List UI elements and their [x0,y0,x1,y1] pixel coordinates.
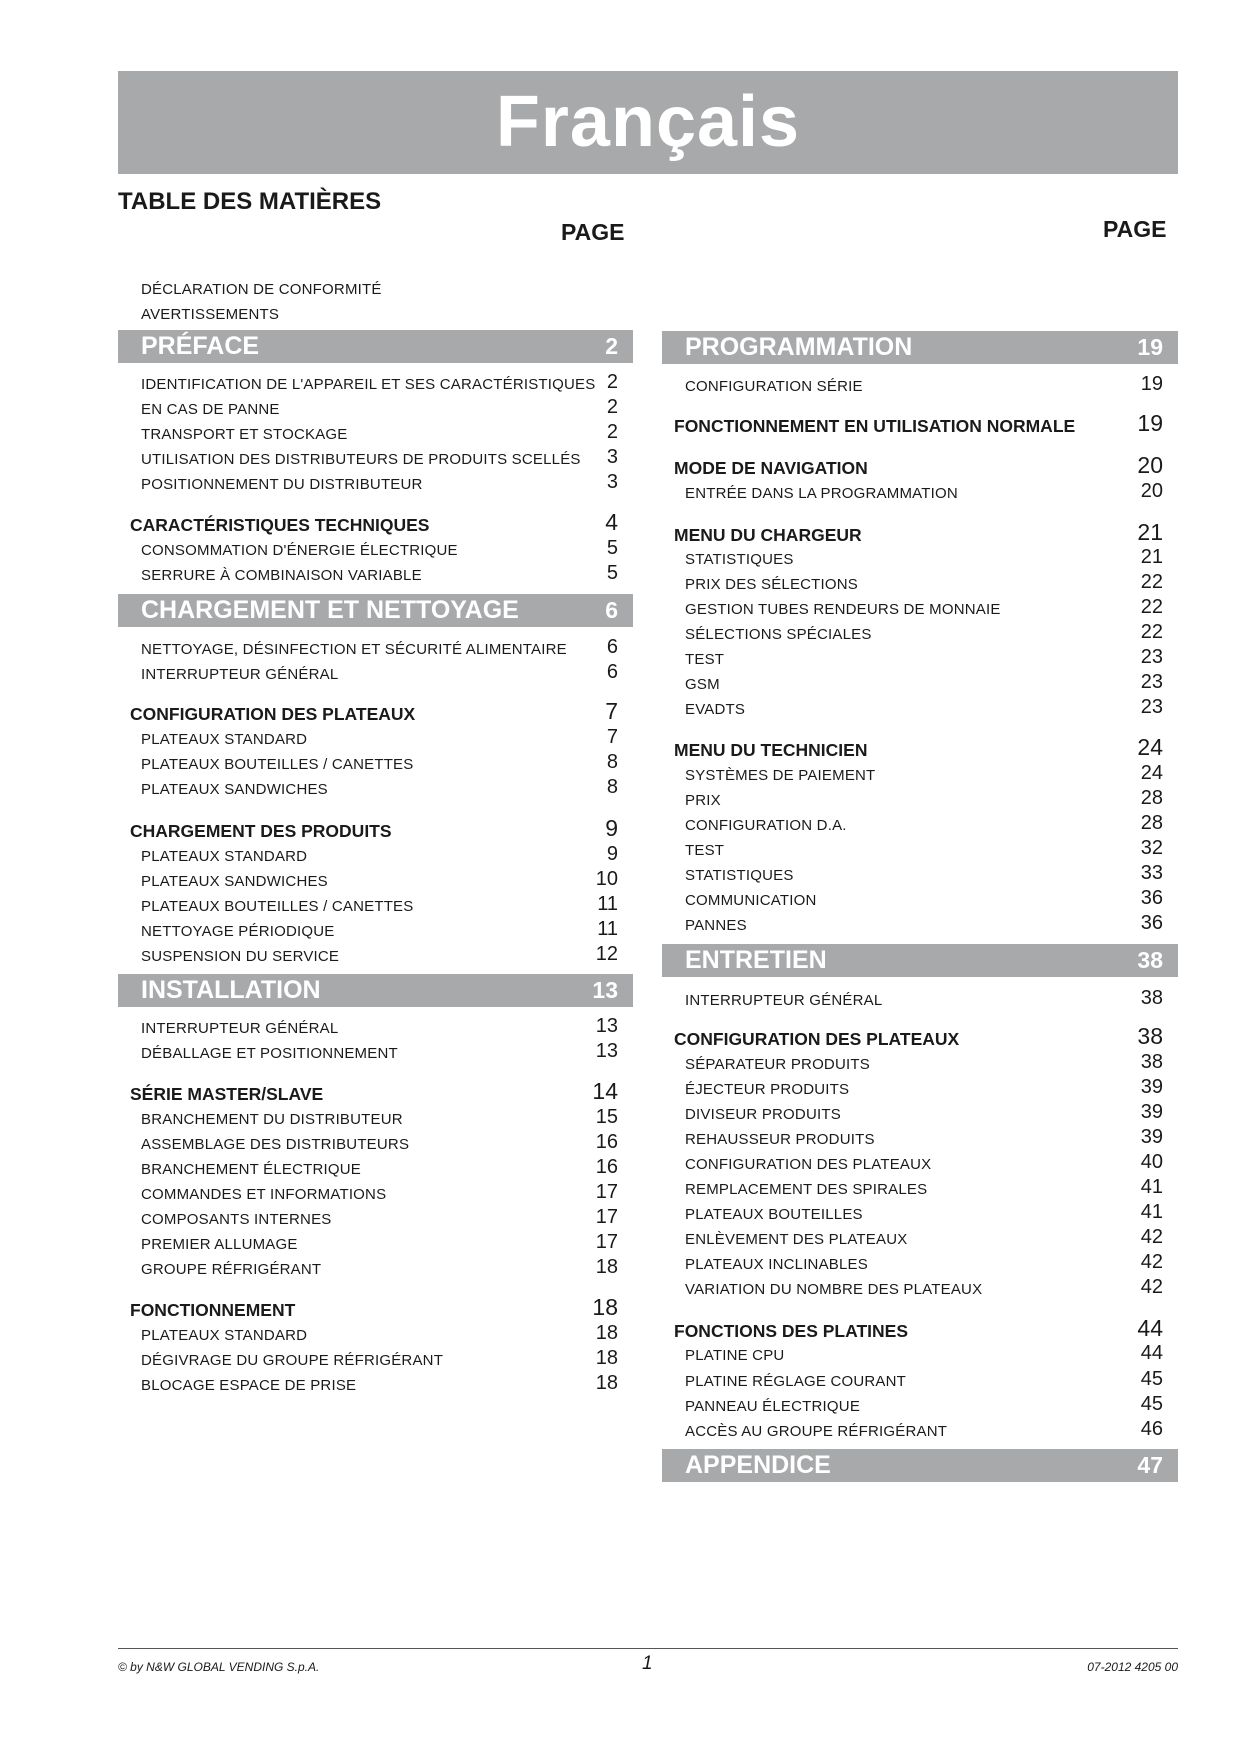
toc-entry-page: 7 [606,726,618,748]
toc-entry[interactable] [662,571,1178,595]
toc-entry[interactable] [662,1393,1178,1417]
toc-entry[interactable] [118,562,633,586]
toc-entry[interactable] [118,301,633,325]
toc-entry[interactable] [118,1347,633,1371]
toc-entry-title: PLATEAUX BOUTEILLES [685,1206,863,1223]
toc-entry-page: 47 [1137,1452,1163,1478]
toc-entry-page: 16 [595,1156,618,1178]
toc-entry-page: 6 [606,636,618,658]
toc-entry-page: 36 [1140,887,1163,909]
toc-entry[interactable] [118,537,633,561]
toc-entry[interactable] [662,812,1178,836]
toc-entry-title: BRANCHEMENT DU DISTRIBUTEUR [141,1111,403,1128]
toc-entry[interactable] [662,696,1178,720]
toc-entry[interactable] [118,868,633,892]
toc-entry-page: 2 [606,396,618,418]
toc-entry-title: CARACTÉRISTIQUES TECHNIQUES [130,515,430,535]
toc-entry-title: PANNES [685,917,747,934]
toc-entry-page: 13 [595,1015,618,1037]
toc-section-band[interactable] [662,1449,1178,1482]
toc-entry-title: ASSEMBLAGE DES DISTRIBUTEURS [141,1136,410,1153]
toc-entry-page: 17 [595,1231,618,1253]
toc-entry[interactable] [118,371,633,395]
toc-entry-title: CONFIGURATION SÉRIE [685,378,863,395]
toc-entry-title: PLATEAUX BOUTEILLES / CANETTES [141,898,414,915]
toc-entry-title: NETTOYAGE PÉRIODIQUE [141,923,335,940]
toc-entry-page: 3 [606,446,618,468]
toc-entry-title: BRANCHEMENT ÉLECTRIQUE [141,1161,361,1178]
toc-entry-page: 19 [1140,373,1163,395]
toc-entry[interactable] [662,887,1178,911]
toc-entry[interactable] [118,893,633,917]
toc-entry-page: 24 [1140,762,1163,784]
toc-entry-page: 5 [606,537,618,559]
toc-entry-title: AVERTISSEMENTS [141,306,280,323]
toc-entry-title: CONFIGURATION D.A. [685,817,847,834]
toc-section-band[interactable] [118,974,633,1007]
toc-heading[interactable] [118,817,633,841]
toc-section-band[interactable] [662,944,1178,977]
toc-entry-page: 44 [1140,1342,1163,1364]
toc-entry-page: 9 [605,815,618,841]
toc-entry-page: 18 [592,1294,618,1320]
toc-entry[interactable] [662,646,1178,670]
toc-entry-title: DÉGIVRAGE DU GROUPE RÉFRIGÉRANT [141,1352,444,1369]
toc-heading[interactable] [662,412,1178,436]
toc-entry-title: TRANSPORT ET STOCKAGE [141,426,348,443]
toc-entry-title: PROGRAMMATION [685,333,913,361]
toc-entry-page: 41 [1140,1176,1163,1198]
toc-entry-page: 21 [1140,546,1163,568]
toc-entry-title: SÉPARATEUR PRODUITS [685,1056,870,1073]
footer-divider [118,1648,1178,1649]
toc-entry[interactable] [662,1251,1178,1275]
page-label-left: PAGE [561,219,625,245]
toc-entry-title: PLATEAUX STANDARD [141,1327,308,1344]
toc-heading[interactable] [118,511,633,535]
toc-entry[interactable] [118,751,633,775]
toc-entry[interactable] [118,943,633,967]
toc-entry-title: PLATEAUX SANDWICHES [141,873,328,890]
toc-entry[interactable] [662,862,1178,886]
toc-entry-page: 21 [1137,519,1163,545]
toc-entry-title: UTILISATION DES DISTRIBUTEURS DE PRODUITS SCELLÉS [141,451,581,468]
toc-entry-page: 32 [1140,837,1163,859]
toc-entry-title: PLATEAUX INCLINABLES [685,1256,868,1273]
toc-entry-page: 4 [605,509,618,535]
toc-entry[interactable] [118,726,633,750]
toc-entry-title: ENTRETIEN [685,946,827,974]
toc-entry-title: SUSPENSION DU SERVICE [141,948,340,965]
toc-entry-title: TEST [685,842,725,859]
toc-entry-title: GESTION TUBES RENDEURS DE MONNAIE [685,601,1001,618]
toc-entry-title: ENLÈVEMENT DES PLATEAUX [685,1231,908,1248]
toc-entry[interactable] [662,1101,1178,1125]
toc-entry-title: POSITIONNEMENT DU DISTRIBUTEUR [141,476,423,493]
toc-entry[interactable] [662,1201,1178,1225]
toc-heading[interactable] [118,1296,633,1320]
toc-entry-title: GSM [685,676,720,693]
toc-entry-title: SÉRIE MASTER/SLAVE [130,1084,324,1104]
toc-entry-page: 17 [595,1181,618,1203]
toc-entry-page: 41 [1140,1201,1163,1223]
toc-entry-page: 42 [1140,1276,1163,1298]
toc-entry-page: 6 [605,597,618,623]
toc-entry-page: 23 [1140,696,1163,718]
toc-entry[interactable] [662,480,1178,504]
toc-entry[interactable] [662,1418,1178,1442]
toc-entry-title: EN CAS DE PANNE [141,401,280,418]
toc-entry-page: 39 [1140,1126,1163,1148]
toc-entry-title: COMMUNICATION [685,892,817,909]
toc-entry-page: 20 [1140,480,1163,502]
toc-entry[interactable] [118,1372,633,1396]
toc-entry-page: 45 [1140,1393,1163,1415]
toc-section-band[interactable] [662,331,1178,364]
toc-entry[interactable] [662,787,1178,811]
toc-entry[interactable] [118,1040,633,1064]
toc-entry-title: SERRURE À COMBINAISON VARIABLE [141,567,422,584]
toc-entry[interactable] [118,1206,633,1230]
toc-entry-page: 13 [595,1040,618,1062]
toc-entry-page: 18 [595,1372,618,1394]
toc-entry[interactable] [662,1051,1178,1075]
footer-copyright: © by N&W GLOBAL VENDING S.p.A. [118,1660,320,1674]
toc-entry-page: 28 [1140,812,1163,834]
toc-entry-page: 38 [1137,1023,1163,1049]
toc-entry-title: PLATEAUX STANDARD [141,848,308,865]
toc-entry-page: 2 [606,421,618,443]
toc-entry-page: 22 [1140,596,1163,618]
toc-entry-title: DIVISEUR PRODUITS [685,1106,841,1123]
toc-entry-title: CHARGEMENT ET NETTOYAGE [141,596,519,624]
toc-heading[interactable] [662,1025,1178,1049]
toc-entry[interactable] [118,471,633,495]
toc-entry-title: MENU DU TECHNICIEN [674,740,868,760]
toc-entry-title: ÉJECTEUR PRODUITS [685,1081,850,1098]
toc-entry-page: 38 [1140,987,1163,1009]
toc-entry-page: 13 [592,977,618,1003]
toc-entry-page: 2 [606,371,618,393]
toc-entry-page: 28 [1140,787,1163,809]
toc-entry[interactable] [118,1106,633,1130]
toc-entry-page: 46 [1140,1418,1163,1440]
toc-entry-page: 17 [595,1206,618,1228]
toc-entry-page: 11 [597,893,618,915]
toc-entry-page: 44 [1137,1315,1163,1341]
toc-entry-title: REHAUSSEUR PRODUITS [685,1131,875,1148]
toc-entry[interactable] [662,1076,1178,1100]
toc-entry-page: 22 [1140,571,1163,593]
toc-entry[interactable] [662,1151,1178,1175]
toc-entry[interactable] [662,671,1178,695]
footer-doc-code: 07-2012 4205 00 [1087,1660,1178,1674]
toc-entry[interactable] [118,276,633,300]
toc-entry-page: 5 [606,562,618,584]
toc-entry-title: DÉBALLAGE ET POSITIONNEMENT [141,1045,398,1062]
page-label-right: PAGE [1103,216,1167,242]
toc-entry-title: PLATEAUX BOUTEILLES / CANETTES [141,756,414,773]
toc-entry-title: PLATEAUX SANDWICHES [141,781,328,798]
toc-entry-title: SYSTÈMES DE PAIEMENT [685,767,876,784]
toc-entry-page: 18 [595,1322,618,1344]
toc-entry-title: CONFIGURATION DES PLATEAUX [674,1029,960,1049]
toc-entry-title: STATISTIQUES [685,867,794,884]
toc-entry-page: 10 [595,868,618,890]
toc-entry-title: PRÉFACE [141,332,260,360]
toc-heading[interactable] [662,454,1178,478]
toc-heading[interactable] [118,1080,633,1104]
toc-entry-title: REMPLACEMENT DES SPIRALES [685,1181,928,1198]
toc-heading[interactable] [118,700,633,724]
toc-entry[interactable] [662,1342,1178,1366]
toc-entry-page: 24 [1137,734,1163,760]
toc-entry[interactable] [662,1276,1178,1300]
toc-entry[interactable] [118,636,633,660]
toc-entry-page: 39 [1140,1101,1163,1123]
toc-entry[interactable] [118,918,633,942]
toc-entry[interactable] [118,1015,633,1039]
toc-entry-page: 14 [592,1078,618,1104]
toc-entry-page: 19 [1137,410,1163,436]
toc-entry-title: TEST [685,651,725,668]
toc-entry[interactable] [118,1181,633,1205]
toc-entry-page: 18 [595,1347,618,1369]
toc-entry-title: INTERRUPTEUR GÉNÉRAL [141,666,339,683]
toc-entry-page: 19 [1137,334,1163,360]
toc-entry[interactable] [662,1176,1178,1200]
toc-entry-title: SÉLECTIONS SPÉCIALES [685,626,872,643]
toc-entry[interactable] [118,1231,633,1255]
toc-entry-page: 45 [1140,1368,1163,1390]
toc-entry-title: PANNEAU ÉLECTRIQUE [685,1398,861,1415]
toc-entry[interactable] [662,596,1178,620]
toc-entry-page: 8 [606,751,618,773]
toc-entry-title: CONFIGURATION DES PLATEAUX [130,704,416,724]
toc-entry-title: ENTRÉE DANS LA PROGRAMMATION [685,485,958,502]
toc-entry[interactable] [662,912,1178,936]
toc-entry[interactable] [662,621,1178,645]
toc-entry-page: 9 [606,843,618,865]
toc-section-band[interactable] [118,330,633,363]
toc-entry[interactable] [118,446,633,470]
toc-entry[interactable] [118,1156,633,1180]
toc-entry-page: 42 [1140,1251,1163,1273]
toc-entry[interactable] [118,661,633,685]
toc-entry-page: 38 [1137,947,1163,973]
toc-entry-title: STATISTIQUES [685,551,794,568]
toc-entry[interactable] [662,1126,1178,1150]
banner-title: Français [495,82,801,162]
toc-entry-title: MENU DU CHARGEUR [674,525,862,545]
toc-entry-title: CONFIGURATION DES PLATEAUX [685,1156,932,1173]
language-banner [118,71,1178,174]
toc-entry-page: 12 [595,943,618,965]
toc-entry[interactable] [662,1226,1178,1250]
toc-section-band[interactable] [118,594,633,627]
toc-entry-title: FONCTIONS DES PLATINES [674,1321,908,1341]
toc-entry-title: VARIATION DU NOMBRE DES PLATEAUX [685,1281,983,1298]
footer-page-number: 1 [642,1653,653,1674]
toc-entry-page: 18 [595,1256,618,1278]
toc-entry-page: 7 [605,698,618,724]
toc-entry-title: BLOCAGE ESPACE DE PRISE [141,1377,357,1394]
toc-entry-page: 8 [606,776,618,798]
toc-entry-page: 15 [595,1106,618,1128]
toc-entry[interactable] [662,1368,1178,1392]
toc-entry-page: 36 [1140,912,1163,934]
toc-entry-title: DÉCLARATION DE CONFORMITÉ [141,281,382,298]
toc-entry[interactable] [118,776,633,800]
toc-entry[interactable] [118,843,633,867]
toc-entry[interactable] [662,837,1178,861]
toc-entry-page: 23 [1140,646,1163,668]
toc-entry-title: PREMIER ALLUMAGE [141,1236,298,1253]
toc-entry-title: CONSOMMATION D'ÉNERGIE ÉLECTRIQUE [141,542,458,559]
toc-entry[interactable] [118,1256,633,1280]
toc-entry-page: 6 [606,661,618,683]
toc-heading[interactable] [662,1317,1178,1341]
toc-entry-title: PRIX DES SÉLECTIONS [685,576,859,593]
toc-entry-title: CHARGEMENT DES PRODUITS [130,821,392,841]
toc-entry-page: 16 [595,1131,618,1153]
toc-entry[interactable] [662,546,1178,570]
toc-entry-title: PRIX [685,792,721,809]
toc-entry-page: 39 [1140,1076,1163,1098]
toc-entry[interactable] [118,1131,633,1155]
toc-entry-page: 2 [605,333,618,359]
toc-entry-page: 33 [1140,862,1163,884]
toc-entry[interactable] [662,373,1178,397]
toc-entry-title: COMMANDES ET INFORMATIONS [141,1186,387,1203]
toc-entry-title: INTERRUPTEUR GÉNÉRAL [685,992,883,1009]
toc-entry-title: IDENTIFICATION DE L'APPAREIL ET SES CARACTÉRISTIQUES [141,376,596,393]
toc-entry-page: 38 [1140,1051,1163,1073]
toc-entry-page: 22 [1140,621,1163,643]
toc-entry-title: COMPOSANTS INTERNES [141,1211,332,1228]
toc-entry-title: NETTOYAGE, DÉSINFECTION ET SÉCURITÉ ALIMENTAIRE [141,641,567,658]
toc-entry-title: INSTALLATION [141,976,321,1004]
toc-entry-page: 42 [1140,1226,1163,1248]
toc-entry-title: FONCTIONNEMENT EN UTILISATION NORMALE [674,416,1076,436]
toc-entry-title: EVADTS [685,701,746,718]
toc-entry-page: 23 [1140,671,1163,693]
toc-entry[interactable] [118,396,633,420]
toc-heading[interactable] [662,521,1178,545]
toc-entry-title: FONCTIONNEMENT [130,1300,296,1320]
toc-entry-title: INTERRUPTEUR GÉNÉRAL [141,1020,339,1037]
toc-entry-title: PLATINE CPU [685,1347,785,1364]
toc-entry[interactable] [118,1322,633,1346]
toc-title: TABLE DES MATIÈRES [118,188,382,215]
toc-entry-title: APPENDICE [685,1451,831,1479]
toc-entry-title: PLATEAUX STANDARD [141,731,308,748]
toc-entry[interactable] [662,762,1178,786]
toc-entry-page: 11 [597,918,618,940]
toc-entry-title: MODE DE NAVIGATION [674,458,868,478]
toc-heading[interactable] [662,736,1178,760]
toc-entry[interactable] [662,987,1178,1011]
toc-entry-page: 20 [1137,452,1163,478]
toc-entry-page: 40 [1140,1151,1163,1173]
toc-entry-title: GROUPE RÉFRIGÉRANT [141,1261,322,1278]
toc-entry-page: 3 [606,471,618,493]
toc-entry[interactable] [118,421,633,445]
toc-entry-title: PLATINE RÉGLAGE COURANT [685,1373,907,1390]
toc-entry-title: ACCÈS AU GROUPE RÉFRIGÉRANT [685,1423,948,1440]
